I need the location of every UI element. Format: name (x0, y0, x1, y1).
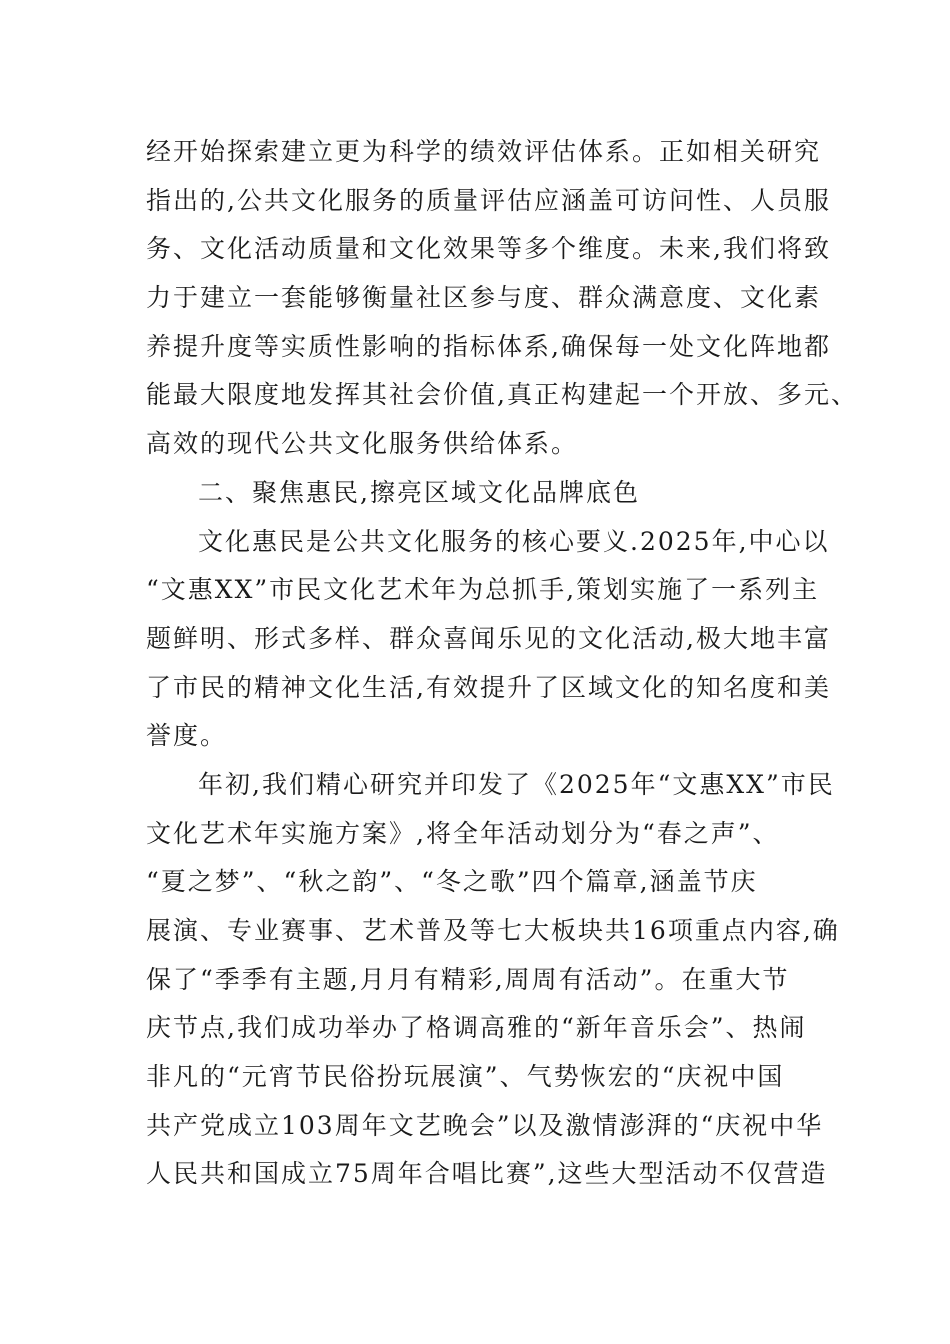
text-line: “夏之梦”、“秋之韵”、“冬之歌”四个篇章,涵盖节庆 (146, 867, 758, 897)
text-line: 务、文化活动质量和文化效果等多个维度。未来,我们将致 (146, 234, 831, 264)
text-line: 经开始探索建立更为科学的绩效评估体系。正如相关研究 (146, 137, 822, 166)
text-line: 年初,我们精心研究并印发了《2025年“文惠XX”市民 (198, 769, 835, 799)
text-line: 展演、专业赛事、艺术普及等七大板块共16项重点内容,确 (146, 916, 840, 945)
text-line: “文惠XX”市民文化艺术年为总抓手,策划实施了一系列主 (146, 575, 820, 605)
text-line: 指出的,公共文化服务的质量评估应涵盖可访问性、人员服 (146, 185, 831, 215)
text-line: 力于建立一套能够衡量社区参与度、群众满意度、文化素 (146, 283, 822, 313)
text-line: 养提升度等实质性影响的指标体系,确保每一处文化阵地都 (146, 331, 831, 361)
section-heading: 二、聚焦惠民,擦亮区域文化品牌底色 (198, 477, 640, 507)
text-line: 题鲜明、形式多样、群众喜闻乐见的文化活动,极大地丰富 (146, 623, 831, 653)
text-line: 誉度。 (146, 721, 228, 751)
text-line: 能最大限度地发挥其社会价值,真正构建起一个开放、多元、 (146, 380, 858, 410)
text-line: 了市民的精神文化生活,有效提升了区域文化的知名度和美 (146, 672, 831, 702)
text-line: 人民共和国成立75周年合唱比赛”,这些大型活动不仅营造 (146, 1159, 828, 1189)
text-line: 共产党成立103周年文艺晚会”以及激情澎湃的“庆祝中华 (146, 1110, 824, 1140)
text-line: 高效的现代公共文化服务供给体系。 (146, 429, 579, 459)
text-line: 保了“季季有主题,月月有精彩,周周有活动”。在重大节 (146, 964, 790, 994)
text-line: 文化惠民是公共文化服务的核心要义.2025年,中心以 (198, 526, 830, 556)
text-line: 文化艺术年实施方案》,将全年活动划分为“春之声”、 (146, 818, 780, 848)
text-line: 非凡的“元宵节民俗扮玩展演”、气势恢宏的“庆祝中国 (146, 1062, 785, 1092)
text-line: 庆节点,我们成功举办了格调高雅的“新年音乐会”、热闹 (146, 1013, 807, 1043)
body-text (146, 131, 858, 1202)
